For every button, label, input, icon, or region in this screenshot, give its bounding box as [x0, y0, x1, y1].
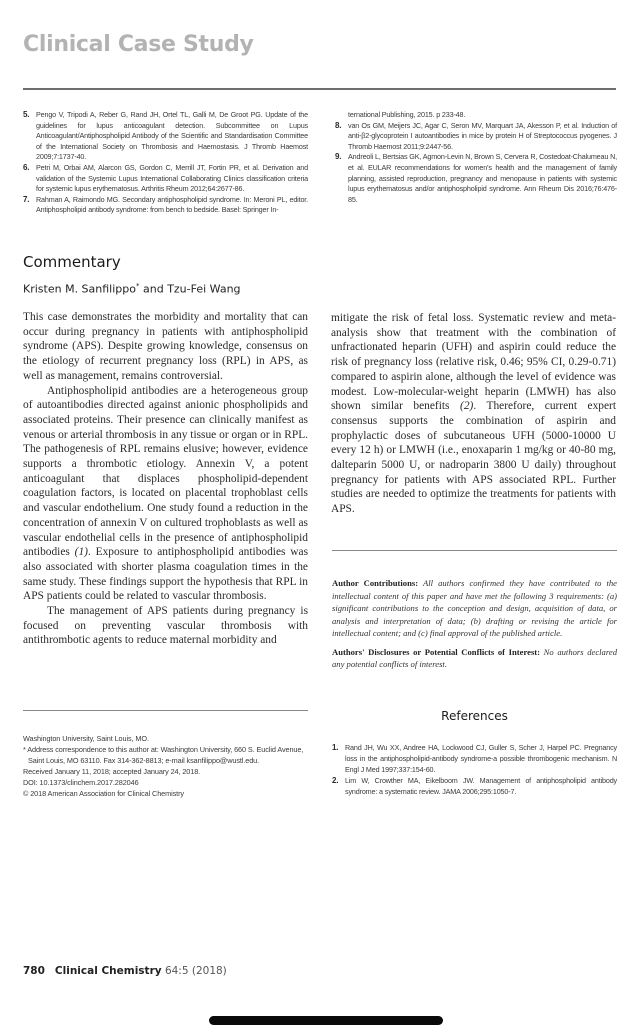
reference-number: 9.: [335, 152, 342, 162]
paragraph-text: . Exposure to antiphospholipid antibodies was also associated with shorter plasma coagulation times in the same study. These findings support the hypothesis that RPL in APS patients could be related to vascular thrombosis.: [23, 546, 309, 603]
reference-text: Rand JH, Wu XX, Andree HA, Lockwood CJ, Guller S, Scher J, Harpel PC. Pregnancy loss in the antiphospholipid-antibody syndrome-a possible thrombogenic mechanism. N Engl J Med 1997;337:154-60.: [345, 743, 617, 774]
author-name: and Tzu-Fei Wang: [139, 282, 241, 296]
reference-text: Lim W, Crowther MA, Eikelboom JW. Management of antiphospholipid antibody syndrome: a systematic review. JAMA 2006;295:1050-7.: [345, 776, 617, 796]
reference-continuation: ternational Publishing, 2015. p 233-48.: [348, 110, 466, 119]
received-dates: Received January 11, 2018; accepted January 24, 2018.: [23, 767, 201, 776]
citation-link[interactable]: (1): [74, 546, 88, 559]
reference-item: [335, 152, 617, 205]
commentary-heading: Commentary: [23, 253, 121, 271]
body-paragraph: [23, 384, 308, 605]
copyright: © 2018 American Association for Clinical Chemistry: [23, 789, 184, 798]
reference-item: [335, 121, 617, 153]
reference-text: Andreoli L, Bertsias GK, Agmon-Levin N, Brown S, Cervera R, Costedoat-Chalumeau N, et al. EULAR recommendations for women's health and the management of family planning, assisted reproduction, pregnancy and menopause in patients with systemic lupus erythematosus and/or antiphospholipid syndrome. Ann Rheum Dis 2016;76:476-85.: [348, 152, 617, 204]
references-list: [332, 742, 617, 797]
body-paragraph: The management of APS patients during pregnancy is focused on preventing vascular thrombosis with antithrombotic agents to reduce maternal morbidity and: [23, 605, 308, 647]
reference-number: 1.: [332, 743, 339, 752]
correspondence-line: Saint Louis, MO 63110. Fax 314-362-8813; e-mail ksanfilippo@wustl.edu.: [28, 756, 260, 765]
author-line: [23, 282, 241, 296]
paragraph-text: Antiphospholipid antibodies are a heterogeneous group of autoantibodies directed against anionic phospholipids and associated proteins. Their presence can clinically manifest as venous or arterial thrombosis in any tissue or organ or in RPL. The pathogenesis of RPL remains elusive; however, evidence supports a thrombotic etiology. Annexin V, a potent anticoagulant that displaces phospholipid-dependent coagulation factors, is located on placental trophoblast cells and vascular endothelium. One study found a reduction in the concentration of annexin V on cultured trophoblasts as well as vascular endothelial cells in the presence of antiphospholipid antibodies: [23, 384, 308, 559]
reference-number: 2.: [332, 776, 339, 785]
correspondence-mark: *: [136, 282, 140, 290]
page-footer: [23, 965, 227, 977]
citation-link[interactable]: (2): [460, 400, 474, 413]
column-divider: [332, 550, 617, 551]
page-number: 780: [23, 965, 45, 977]
reference-number: 5.: [23, 110, 30, 119]
reference-text: Rahman A, Raimondo MG. Secondary antiphospholipid syndrome. In: Meroni PL, editor. Antiphospholipid antibody syndrome: from bench to bedside. Basel: Springer In-: [36, 194, 308, 215]
reference-number: 7.: [23, 194, 30, 204]
footnote-divider: [23, 710, 308, 711]
top-references-right: [335, 110, 617, 205]
correspondence-line: * Address correspondence to this author at: Washington University, 660 S. Euclid Avenue,: [23, 745, 304, 754]
affiliation-footnote: [23, 733, 308, 799]
home-indicator-bar[interactable]: [209, 1016, 443, 1025]
contributions-label: Author Contributions:: [332, 578, 419, 588]
paragraph-text: . Therefore, current expert consensus supports the combination of aspirin and prophylactic doses of subcutaneous UFH (5000-10000 U every 12 h) or LMWH (i.e., enoxaparin 1 mg/kg or 40-80 mg, dalteparin 5000 U, or nadroparin 3800 U daily) throughout pregnancy for patients with APS associated RPL. Further studies are needed to optimize the treatments for patients with APS.: [331, 400, 617, 516]
top-references-left: [23, 110, 308, 216]
author-contributions: [332, 577, 617, 677]
disclosures-label: Authors' Disclosures or Potential Conflicts of Interest:: [332, 646, 541, 657]
reference-text: Pengo V, Tripodi A, Reber G, Rand JH, Ortel TL, Galli M, De Groot PG. Update of the guidelines for lupus anticoagulant detection. Subcommittee on Lupus Anticoagulant/Antiphospholipid Antibody of the Scientific and Standardisation Committee of the International Society on Thrombosis and Haemostasis. J Thromb Haemost 2009;7:1737-40.: [36, 110, 308, 162]
reference-text: van Os GM, Meijers JC, Agar C, Seron MV, Marquart JA, Akesson P, et al. Induction of anti-β2-glycoprotein I autoantibodies in mice by protein H of Streptococcus pyogenes. J Thromb Haemost 2011;9:2447-56.: [348, 120, 617, 151]
reference-item: [23, 110, 308, 163]
reference-item: [23, 195, 308, 216]
disclosures-text: No authors declared any potential conflicts of interest.: [332, 646, 617, 669]
body-paragraph: This case demonstrates the morbidity and mortality that can occur during pregnancy in patients with antiphospholipid syndrome (APS). Despite growing knowledge, consensus on the etiology of recurrent pregnancy loss (RPL) in APS, as well as management, remains controversial.: [23, 311, 308, 382]
reference-number: 8.: [335, 120, 342, 130]
affiliation-line: Washington University, Saint Louis, MO.: [23, 734, 149, 743]
reference-item: [332, 742, 617, 775]
journal-volume: 64:5 (2018): [161, 965, 227, 977]
doi[interactable]: DOI: 10.1373/clinchem.2017.282046: [23, 778, 139, 787]
body-paragraph: [331, 311, 616, 517]
header-divider: [23, 88, 616, 90]
journal-name: Clinical Chemistry: [54, 965, 162, 977]
body-column-left: [23, 310, 308, 648]
reference-number: 6.: [23, 162, 30, 172]
reference-item: [332, 775, 617, 797]
references-heading: References: [441, 709, 508, 723]
reference-text: Petri M, Orbai AM, Alarcon GS, Gordon C, Merrill JT, Fortin PR, et al. Derivation and validation of the Systemic Lupus International Collaborating Clinics classification criteria for systemic lupus erythematosus. Arthritis Rheum 2012;64:2677-86.: [36, 162, 308, 194]
disclosures-paragraph: [332, 646, 617, 671]
body-column-right: [331, 311, 616, 517]
section-header-title: Clinical Case Study: [23, 32, 254, 57]
paragraph-text: mitigate the risk of fetal loss. Systematic review and meta-analysis show that treatment with the combination of unfractionated heparin (UFH) and aspirin could reduce the risk of pregnancy loss (relative risk, 0.46; 95% CI, 0.29-0.71) compared to aspirin alone, although the level of evidence was modest. Low-molecular-weight heparin (LMWH) has also shown similar benefits: [331, 312, 616, 413]
contributions-paragraph: [332, 577, 617, 640]
reference-item: [23, 163, 308, 195]
author-name: Kristen M. Sanfilippo: [23, 282, 136, 296]
contributions-text: All authors confirmed they have contributed to the intellectual content of this paper and have met the following 3 requirements: (a) significant contributions to the conception and design, acquisition of data, or analysis and interpretation of data; (b) drafting or revising the article for intellectual content; and (c) final approval of the published article.: [332, 578, 617, 638]
